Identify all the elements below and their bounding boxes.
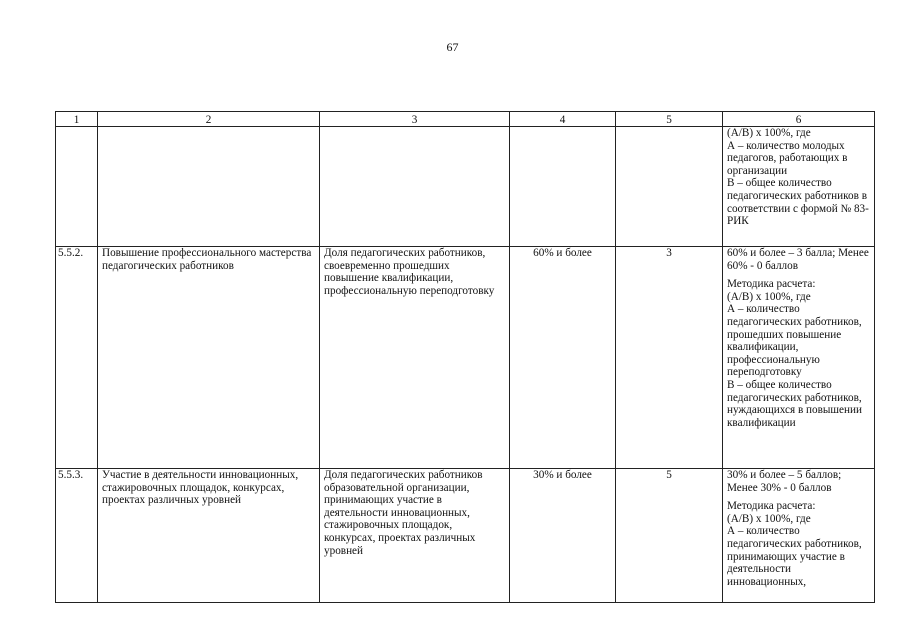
table-row (56, 469, 875, 603)
method-line: А – количество молодых педагогов, работающих в организации (727, 139, 848, 177)
row-indicator: Доля педагогических работников образовательной организации, принимающих участие в деятельности инновационных, стажировочных площадок, конкурсах, проектах различных уровней (320, 469, 510, 603)
method-line: Методика расчета: (727, 500, 816, 513)
method-line: Методика расчета: (727, 278, 816, 291)
method-line: В – общее количество педагогических работников в соответствии с формой № 83-РИК (727, 177, 869, 228)
table-header-row (56, 112, 875, 127)
row-name: Участие в деятельности инновационных, стажировочных площадок, конкурсах, проектах различных уровней (98, 469, 320, 603)
row-score: 3 (616, 247, 723, 469)
header-cell-1: 1 (56, 112, 98, 127)
row-norm (510, 127, 616, 247)
header-cell-3: 3 (320, 112, 510, 127)
criteria-text: 30% и более – 5 баллов; Менее 30% - 0 баллов (727, 469, 842, 494)
header-cell-6: 6 (723, 112, 875, 127)
row-norm: 60% и более (510, 247, 616, 469)
row-number: 5.5.3. (56, 469, 98, 603)
method-line: А – количество педагогических работников, принимающих участие в деятельности инновационных, (727, 525, 862, 588)
row-name: Повышение профессионального мастерства педагогических работников (98, 247, 320, 469)
row-norm: 30% и более (510, 469, 616, 603)
criteria-table (55, 111, 875, 603)
row-method (723, 469, 875, 603)
table-row (56, 247, 875, 469)
header-cell-5: 5 (616, 112, 723, 127)
header-cell-2: 2 (98, 112, 320, 127)
method-line: (А/В) x 100%, где (727, 290, 811, 303)
row-name (98, 127, 320, 247)
row-method (723, 247, 875, 469)
header-cell-4: 4 (510, 112, 616, 127)
table-row (56, 127, 875, 247)
method-line: (А/В) x 100%, где (727, 512, 811, 525)
page-number: 67 (446, 40, 459, 54)
row-indicator (320, 127, 510, 247)
row-number: 5.5.2. (56, 247, 98, 469)
row-method (723, 127, 875, 247)
method-line: А – количество педагогических работников, прошедших повышение квалификации, профессиональную переподготовку (727, 303, 862, 379)
row-score (616, 127, 723, 247)
criteria-text: 60% и более – 3 балла; Менее 60% - 0 баллов (727, 247, 869, 272)
row-number (56, 127, 98, 247)
method-line: В – общее количество педагогических работников, нуждающихся в повышении квалификации (727, 378, 862, 429)
method-line: (А/В) x 100%, где (727, 127, 811, 139)
row-score: 5 (616, 469, 723, 603)
row-indicator: Доля педагогических работников, своевременно прошедших повышение квалификации, профессиональную переподготовку (320, 247, 510, 469)
